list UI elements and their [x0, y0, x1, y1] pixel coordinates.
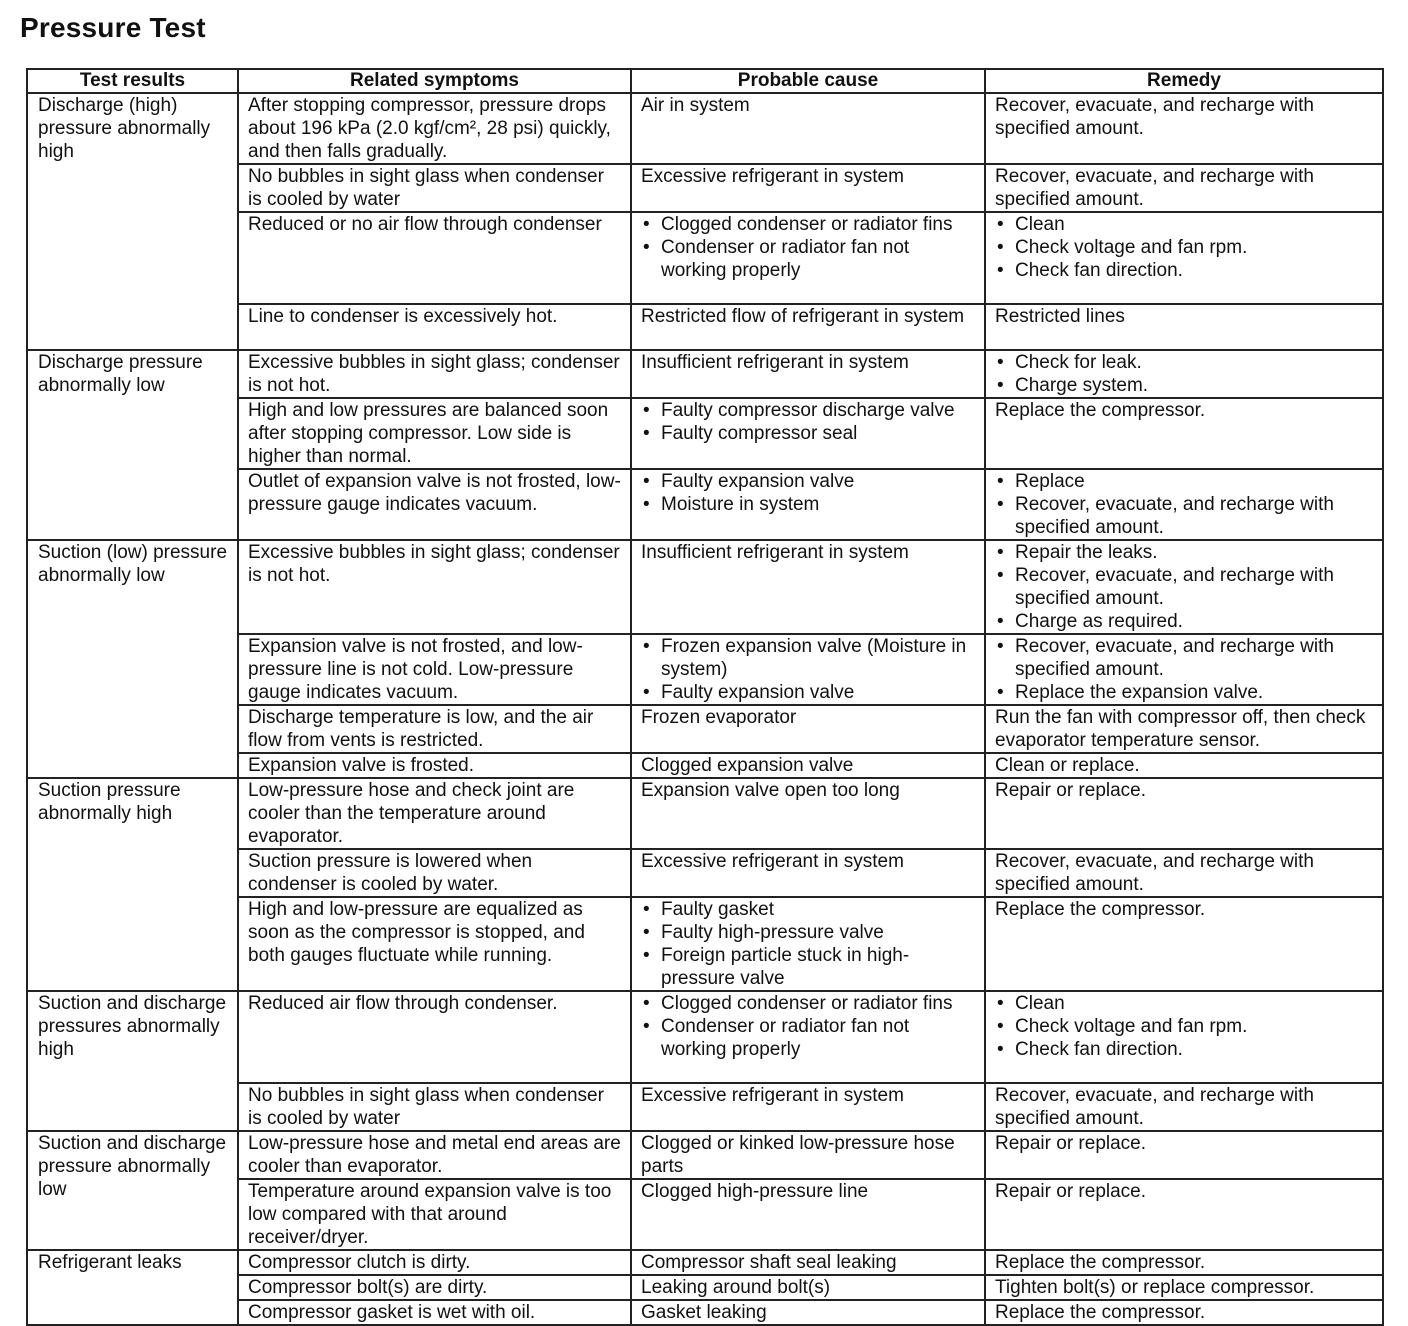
symptom-cell: Temperature around expansion valve is too low compared with that around receiver/dryer.	[238, 1179, 631, 1250]
test-result-cell: Suction (low) pressure abnormally low	[27, 540, 238, 778]
symptom-cell: Low-pressure hose and check joint are cooler than the temperature around evaporator.	[238, 778, 631, 849]
table-row	[27, 93, 1383, 164]
list-item: • Check voltage and fan rpm.	[995, 236, 1373, 259]
symptom-cell: Compressor gasket is wet with oil.	[238, 1300, 631, 1325]
remedy-cell: Recover, evacuate, and recharge with specified amount.	[985, 93, 1383, 164]
cause-cell: Leaking around bolt(s)	[631, 1275, 985, 1300]
list-item: • Check voltage and fan rpm.	[995, 1015, 1373, 1038]
list-item: • Clogged condenser or radiator fins	[641, 992, 975, 1015]
cause-cell-list	[641, 470, 975, 516]
symptom-cell: Discharge temperature is low, and the air flow from vents is restricted.	[238, 705, 631, 753]
cause-cell: Insufficient refrigerant in system	[631, 540, 985, 634]
remedy-cell-list	[995, 635, 1373, 704]
header-related-symptoms: Related symptoms	[238, 69, 631, 93]
cause-cell: Excessive refrigerant in system	[631, 849, 985, 897]
list-item: • Repair the leaks.	[995, 541, 1373, 564]
symptom-cell: High and low pressures are balanced soon after stopping compressor. Low side is higher than normal.	[238, 398, 631, 469]
list-item: • Condenser or radiator fan not working properly	[641, 1015, 975, 1061]
cause-cell-list	[641, 635, 975, 704]
list-item: • Condenser or radiator fan not working properly	[641, 236, 975, 282]
header-probable-cause: Probable cause	[631, 69, 985, 93]
list-item: • Foreign particle stuck in high-pressure valve	[641, 944, 975, 990]
remedy-cell-list	[995, 351, 1373, 397]
list-item: • Faulty high-pressure valve	[641, 921, 975, 944]
remedy-cell: Replace the compressor.	[985, 1250, 1383, 1275]
remedy-cell-list	[995, 541, 1373, 633]
symptom-cell: Reduced air flow through condenser.	[238, 991, 631, 1083]
test-result-cell: Discharge (high) pressure abnormally high	[27, 93, 238, 350]
list-item: • Faulty compressor seal	[641, 422, 975, 445]
cause-cell: Gasket leaking	[631, 1300, 985, 1325]
table-body	[27, 93, 1383, 1325]
remedy-cell-list	[995, 470, 1373, 539]
symptom-cell: Low-pressure hose and metal end areas are cooler than evaporator.	[238, 1131, 631, 1179]
list-item: • Moisture in system	[641, 493, 975, 516]
remedy-cell: Replace the compressor.	[985, 398, 1383, 469]
test-result-cell: Suction pressure abnormally high	[27, 778, 238, 991]
cause-cell-list	[641, 992, 975, 1061]
remedy-cell: Run the fan with compressor off, then check evaporator temperature sensor.	[985, 705, 1383, 753]
table-row	[27, 540, 1383, 634]
cause-cell: Restricted flow of refrigerant in system	[631, 304, 985, 350]
remedy-cell	[985, 991, 1383, 1083]
list-item: • Replace the expansion valve.	[995, 681, 1373, 704]
list-item: • Charge system.	[995, 374, 1373, 397]
table-row	[27, 991, 1383, 1083]
pressure-test-table	[26, 68, 1384, 1326]
cause-cell: Excessive refrigerant in system	[631, 164, 985, 212]
remedy-cell: Repair or replace.	[985, 778, 1383, 849]
remedy-cell: Repair or replace.	[985, 1131, 1383, 1179]
list-item: • Recover, evacuate, and recharge with specified amount.	[995, 493, 1373, 539]
list-item: • Charge as required.	[995, 610, 1373, 633]
cause-cell: Excessive refrigerant in system	[631, 1083, 985, 1131]
cause-cell-list	[641, 898, 975, 990]
cause-cell: Clogged high-pressure line	[631, 1179, 985, 1250]
list-item: • Clean	[995, 213, 1373, 236]
remedy-cell-list	[995, 992, 1373, 1061]
symptom-cell: Reduced or no air flow through condenser	[238, 212, 631, 304]
list-item: • Faulty compressor discharge valve	[641, 399, 975, 422]
list-item: • Clean	[995, 992, 1373, 1015]
cause-cell	[631, 897, 985, 991]
symptom-cell: High and low-pressure are equalized as soon as the compressor is stopped, and both gauges fluctuate while running.	[238, 897, 631, 991]
list-item: • Faulty expansion valve	[641, 470, 975, 493]
remedy-cell	[985, 469, 1383, 540]
list-item: • Check fan direction.	[995, 1038, 1373, 1061]
remedy-cell: Recover, evacuate, and recharge with specified amount.	[985, 1083, 1383, 1131]
cause-cell	[631, 991, 985, 1083]
remedy-cell: Recover, evacuate, and recharge with specified amount.	[985, 849, 1383, 897]
remedy-cell	[985, 540, 1383, 634]
symptom-cell: Expansion valve is not frosted, and low-pressure line is not cold. Low-pressure gauge indicates vacuum.	[238, 634, 631, 705]
cause-cell: Air in system	[631, 93, 985, 164]
test-result-cell: Discharge pressure abnormally low	[27, 350, 238, 540]
table-row	[27, 350, 1383, 398]
remedy-cell: Recover, evacuate, and recharge with specified amount.	[985, 164, 1383, 212]
cause-cell	[631, 634, 985, 705]
symptom-cell: Compressor bolt(s) are dirty.	[238, 1275, 631, 1300]
cause-cell: Frozen evaporator	[631, 705, 985, 753]
symptom-cell: Compressor clutch is dirty.	[238, 1250, 631, 1275]
cause-cell: Compressor shaft seal leaking	[631, 1250, 985, 1275]
page-title: Pressure Test	[20, 12, 206, 43]
list-item: • Check for leak.	[995, 351, 1373, 374]
symptom-cell: Line to condenser is excessively hot.	[238, 304, 631, 350]
cause-cell-list	[641, 213, 975, 282]
symptom-cell: No bubbles in sight glass when condenser is cooled by water	[238, 164, 631, 212]
symptom-cell: Excessive bubbles in sight glass; condenser is not hot.	[238, 350, 631, 398]
list-item: • Recover, evacuate, and recharge with specified amount.	[995, 635, 1373, 681]
symptom-cell: Outlet of expansion valve is not frosted, low-pressure gauge indicates vacuum.	[238, 469, 631, 540]
remedy-cell	[985, 212, 1383, 304]
symptom-cell: Excessive bubbles in sight glass; condenser is not hot.	[238, 540, 631, 634]
symptom-cell: After stopping compressor, pressure drops about 196 kPa (2.0 kgf/cm², 28 psi) quickly, and then falls gradually.	[238, 93, 631, 164]
remedy-cell: Clean or replace.	[985, 753, 1383, 778]
remedy-cell	[985, 634, 1383, 705]
remedy-cell: Replace the compressor.	[985, 897, 1383, 991]
header-test-results: Test results	[27, 69, 238, 93]
remedy-cell-list	[995, 213, 1373, 282]
cause-cell: Expansion valve open too long	[631, 778, 985, 849]
remedy-cell: Repair or replace.	[985, 1179, 1383, 1250]
list-item: • Frozen expansion valve (Moisture in system)	[641, 635, 975, 681]
symptom-cell: Suction pressure is lowered when condenser is cooled by water.	[238, 849, 631, 897]
remedy-cell	[985, 350, 1383, 398]
list-item: • Recover, evacuate, and recharge with specified amount.	[995, 564, 1373, 610]
list-item: • Replace	[995, 470, 1373, 493]
symptom-cell: Expansion valve is frosted.	[238, 753, 631, 778]
test-result-cell: Suction and discharge pressure abnormally low	[27, 1131, 238, 1250]
header-row	[27, 69, 1383, 93]
remedy-cell: Restricted lines	[985, 304, 1383, 350]
list-item: • Check fan direction.	[995, 259, 1373, 282]
cause-cell: Clogged or kinked low-pressure hose parts	[631, 1131, 985, 1179]
symptom-cell: No bubbles in sight glass when condenser is cooled by water	[238, 1083, 631, 1131]
test-result-cell: Refrigerant leaks	[27, 1250, 238, 1325]
cause-cell	[631, 212, 985, 304]
table-row	[27, 1250, 1383, 1275]
remedy-cell: Replace the compressor.	[985, 1300, 1383, 1325]
test-result-cell: Suction and discharge pressures abnormally high	[27, 991, 238, 1131]
cause-cell-list	[641, 399, 975, 445]
cause-cell	[631, 469, 985, 540]
table-row	[27, 1131, 1383, 1179]
list-item: • Faulty gasket	[641, 898, 975, 921]
header-remedy: Remedy	[985, 69, 1383, 93]
list-item: • Clogged condenser or radiator fins	[641, 213, 975, 236]
table-row	[27, 778, 1383, 849]
remedy-cell: Tighten bolt(s) or replace compressor.	[985, 1275, 1383, 1300]
cause-cell: Clogged expansion valve	[631, 753, 985, 778]
cause-cell	[631, 398, 985, 469]
list-item: • Faulty expansion valve	[641, 681, 975, 704]
cause-cell: Insufficient refrigerant in system	[631, 350, 985, 398]
